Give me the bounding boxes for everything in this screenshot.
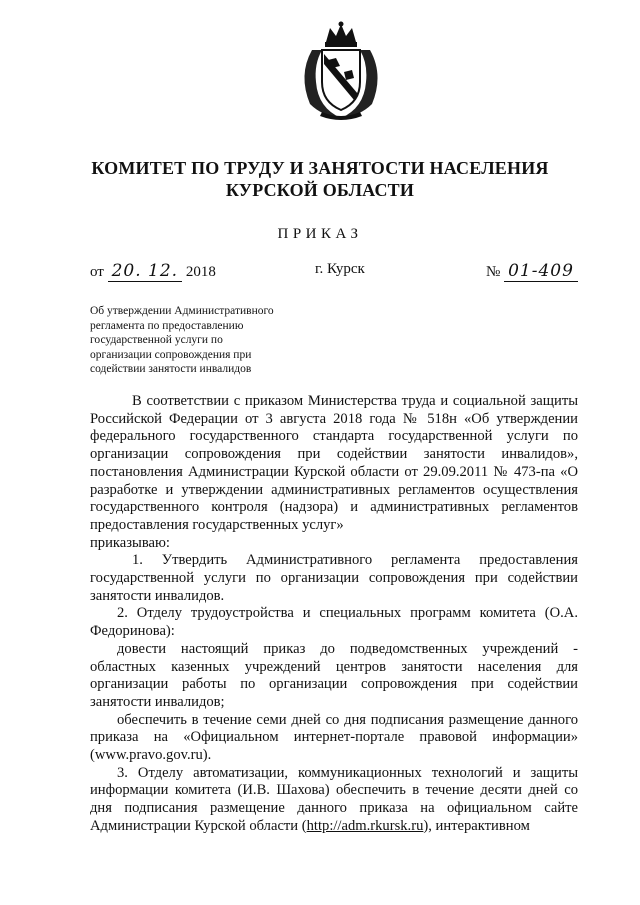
order-city: г. Курск [315,261,365,277]
order-body [90,393,578,836]
subject-line: содействии занятости инвалидов [90,363,252,376]
organization-title-line2: КУРСКОЙ ОБЛАСТИ [225,180,415,200]
subject-line: Об утверждении Административного [90,305,274,317]
order-word: приказываю: [90,534,170,551]
date-prefix: от [90,264,104,280]
order-number [486,261,578,282]
subject-line: государственной услуги по [90,334,223,347]
date-year: 2018 [185,264,216,280]
handwritten-number: 01-409 [504,261,578,282]
coat-of-arms-icon [292,20,390,120]
order-subject [90,304,330,377]
subject-line: регламента по предоставлению [90,319,244,332]
intro-paragraph: В соответствии с приказом Министерства труда и социальной защиты Российской Федерации от 3 августа 2018 года № 518н «Об утверждении федерального государственного стандарта государственной услуги по организации сопровождения при содействии занятости инвалидов», постановления Администрации Курской области от 29.09.2011 № 473-па «О разработке и утверждении административных регламентов осуществления государственного контроля (надзора) и административных регламентов предоставления государственных услуг» [90,393,578,533]
item-2b: обеспечить в течение семи дней со дня подписания размещение данного приказа на «Официальном интернет-портале правовой информации» (www.pravo.gov.ru). [90,711,578,764]
item-3-text: 3. Отделу автоматизации, коммуникационных технологий и защиты информации комитета (И.В. Шахова) обеспечить в течение десяти дней со дня подписания размещение данного приказа на официальном сайте Администрации Курской области ( [90,764,578,834]
item-2: 2. Отделу трудоустройства и специальных программ комитета (О.А. Федоринова): [90,605,578,640]
number-prefix: № [486,264,501,280]
item-3-tail: ), интерактивном [423,817,530,834]
admin-site-link[interactable]: http://adm.rkursk.ru [306,817,424,834]
order-date [90,261,216,282]
item-2a: довести настоящий приказ до подведомственных учреждений - областных казенных учреждений центров занятости населения для организации работы по организации сопровождения при содействии занятости инвалидов; [90,640,578,710]
document-type: ПРИКАЗ [277,226,363,242]
item-1: 1. Утвердить Административного регламента предоставления государственной услуги по организации сопровождения при содействии занятости инвалидов. [90,552,578,604]
handwritten-date: 20. 12. [108,261,182,282]
subject-line: организации сопровождения при [90,348,252,361]
organization-title-line1: КОМИТЕТ ПО ТРУДУ И ЗАНЯТОСТИ НАСЕЛЕНИЯ [91,158,549,178]
item-3 [90,765,578,836]
